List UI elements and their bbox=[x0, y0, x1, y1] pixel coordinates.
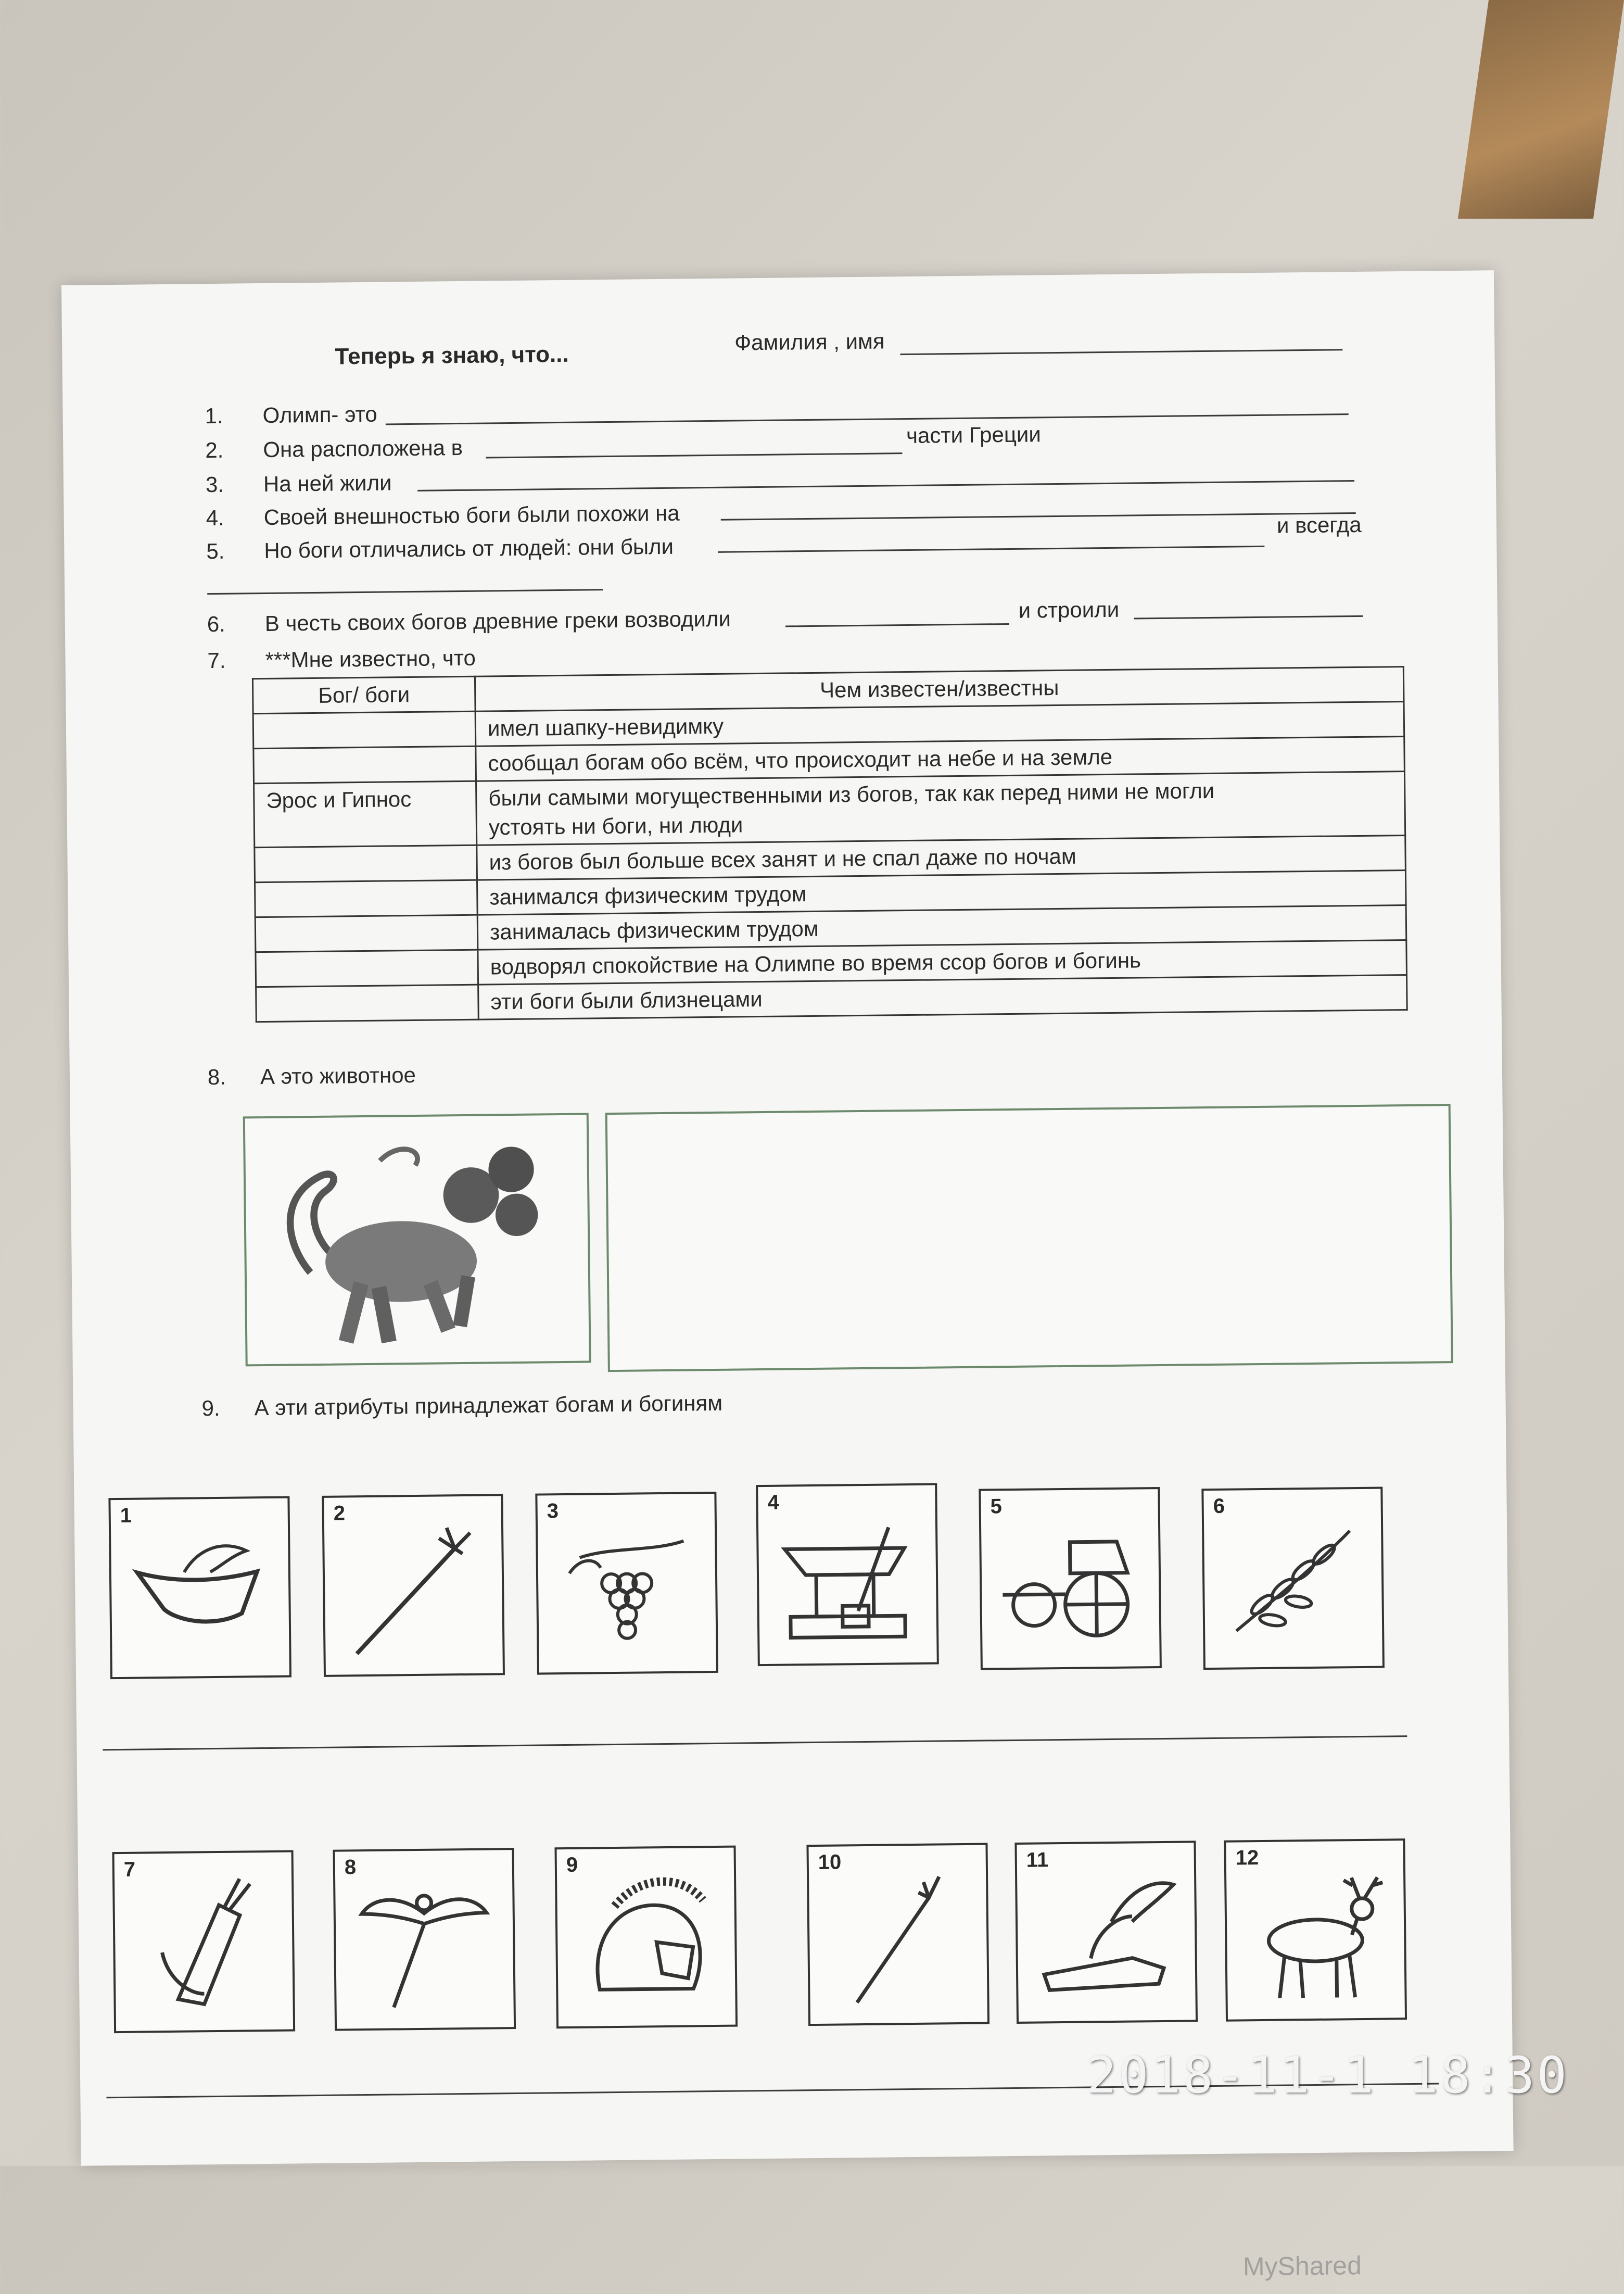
animal-picture-frame bbox=[243, 1113, 591, 1366]
god-cell[interactable] bbox=[253, 746, 476, 783]
deer-icon bbox=[1237, 1861, 1394, 2009]
attribute-card bbox=[756, 1483, 939, 1667]
bident-icon bbox=[819, 1866, 977, 2013]
answer-line-4[interactable] bbox=[721, 512, 1356, 521]
attribute-number: 9 bbox=[566, 1853, 578, 1877]
answer-line-3[interactable] bbox=[417, 480, 1354, 491]
question-text: А это животное bbox=[260, 1062, 416, 1089]
question-text: В честь своих богов древние греки возводили bbox=[264, 606, 731, 636]
table-row bbox=[254, 772, 1405, 848]
fact-cell: из богов был больше всех занят и не спал даже по ночам bbox=[477, 836, 1406, 880]
fact-cell: занималась физическим трудом bbox=[477, 905, 1406, 950]
attribute-number: 11 bbox=[1026, 1848, 1049, 1872]
attribute-card bbox=[535, 1492, 718, 1675]
god-cell[interactable] bbox=[255, 845, 477, 882]
fact-cell: водворял спокойствие на Олимпе во время ссор богов и богинь bbox=[478, 940, 1407, 985]
quiver-icon bbox=[125, 1873, 283, 2021]
question-number: 2. bbox=[205, 437, 224, 463]
fact-cell: сообщал богам обо всём, что происходит на небе и на земле bbox=[476, 737, 1405, 782]
question-suffix: и строили bbox=[1018, 597, 1120, 623]
god-cell[interactable] bbox=[255, 880, 478, 917]
attribute-card bbox=[1224, 1838, 1407, 2022]
attribute-card bbox=[979, 1487, 1162, 1670]
attribute-card bbox=[806, 1843, 989, 2026]
fact-cell: занимался физическим трудом bbox=[477, 871, 1406, 915]
attribute-number: 12 bbox=[1235, 1846, 1259, 1870]
question-number: 4. bbox=[206, 505, 224, 531]
question-number: 5. bbox=[206, 538, 225, 564]
question-number: 9. bbox=[201, 1395, 220, 1421]
answer-line-2[interactable] bbox=[486, 452, 902, 458]
attribute-card bbox=[108, 1496, 291, 1680]
attribute-number: 8 bbox=[344, 1856, 357, 1879]
attribute-number: 5 bbox=[990, 1495, 1003, 1518]
answer-line-5b[interactable] bbox=[207, 589, 603, 595]
attribute-number: 1 bbox=[120, 1504, 132, 1527]
question-number: 8. bbox=[207, 1064, 226, 1090]
question-text: На ней жили bbox=[263, 470, 392, 496]
winged-sandal-icon bbox=[1027, 1864, 1185, 2011]
name-answer-line[interactable] bbox=[900, 349, 1342, 355]
attribute-card bbox=[333, 1848, 516, 2031]
answer-line-5[interactable] bbox=[718, 546, 1264, 553]
timestamp-overlay: 2018-11-1 18:30 bbox=[1086, 2046, 1569, 2104]
question-text: Но боги отличались от людей: они были bbox=[264, 534, 674, 563]
chariot-icon bbox=[992, 1510, 1149, 1657]
helmet-icon bbox=[567, 1869, 725, 2016]
god-cell[interactable] bbox=[256, 985, 479, 1022]
attribute-number: 10 bbox=[818, 1850, 842, 1874]
column-header-god: Бог/ боги bbox=[252, 676, 475, 713]
attribute-number: 4 bbox=[767, 1491, 780, 1514]
attribute-number: 7 bbox=[123, 1858, 136, 1881]
attribute-number: 6 bbox=[1213, 1494, 1225, 1518]
god-cell[interactable] bbox=[255, 915, 478, 952]
attribute-card bbox=[554, 1846, 738, 2029]
laurel-icon bbox=[1214, 1510, 1372, 1657]
answer-line-1[interactable] bbox=[386, 413, 1349, 425]
fact-cell: эти боги были близнецами bbox=[478, 975, 1407, 1020]
eagle-staff-icon bbox=[346, 1871, 503, 2018]
question-text: Олимп- это bbox=[262, 401, 377, 427]
god-cell[interactable] bbox=[256, 950, 478, 987]
trident-icon bbox=[335, 1517, 492, 1664]
answer-line-6a[interactable] bbox=[785, 623, 1009, 627]
question-number: 7. bbox=[207, 648, 226, 673]
attribute-number: 2 bbox=[333, 1502, 346, 1525]
name-label: Фамилия , имя bbox=[734, 329, 885, 355]
god-cell[interactable]: Эрос и Гипнос bbox=[254, 781, 477, 847]
question-number: 1. bbox=[205, 403, 223, 428]
worksheet-page bbox=[61, 270, 1514, 2282]
question-suffix: и всегда bbox=[1276, 512, 1362, 538]
attribute-number: 3 bbox=[547, 1499, 559, 1523]
column-header-fact: Чем известен/известны bbox=[475, 667, 1404, 712]
attribute-card bbox=[1201, 1487, 1385, 1670]
page-title: Теперь я знаю, что... bbox=[335, 341, 569, 370]
fact-cell bbox=[476, 772, 1405, 846]
cerberus-icon bbox=[248, 1117, 584, 1360]
watermark-text: MyShared bbox=[1242, 2251, 1362, 2282]
question-text: А эти атрибуты принадлежат богам и богиням bbox=[254, 1390, 723, 1420]
anvil-hammer-icon bbox=[769, 1506, 927, 1654]
answer-box-animal[interactable] bbox=[605, 1104, 1453, 1372]
fact-line: были самыми могущественными из богов, так как перед ними не могли bbox=[488, 778, 1215, 811]
fact-cell: имел шапку-невидимку bbox=[475, 702, 1404, 747]
question-text: Своей внешностью боги были похожи на bbox=[263, 500, 680, 530]
grapes-icon bbox=[548, 1515, 706, 1662]
fact-line: устоять ни боги, ни люди bbox=[488, 812, 743, 840]
answer-line-attributes-1[interactable] bbox=[103, 1735, 1407, 1750]
god-cell[interactable] bbox=[253, 711, 476, 748]
question-text: Она расположена в bbox=[263, 435, 463, 462]
question-number: 6. bbox=[207, 611, 226, 637]
question-suffix: части Греции bbox=[906, 422, 1042, 448]
attribute-card bbox=[322, 1494, 505, 1677]
attribute-card bbox=[1014, 1841, 1198, 2024]
question-text: ***Мне известно, что bbox=[265, 645, 476, 672]
answer-line-6b[interactable] bbox=[1134, 615, 1363, 620]
background-wooden-board bbox=[1458, 0, 1624, 219]
gods-table bbox=[252, 666, 1408, 1023]
winged-helmet-icon bbox=[121, 1519, 279, 1667]
question-number: 3. bbox=[205, 472, 224, 497]
attribute-card bbox=[112, 1850, 296, 2033]
